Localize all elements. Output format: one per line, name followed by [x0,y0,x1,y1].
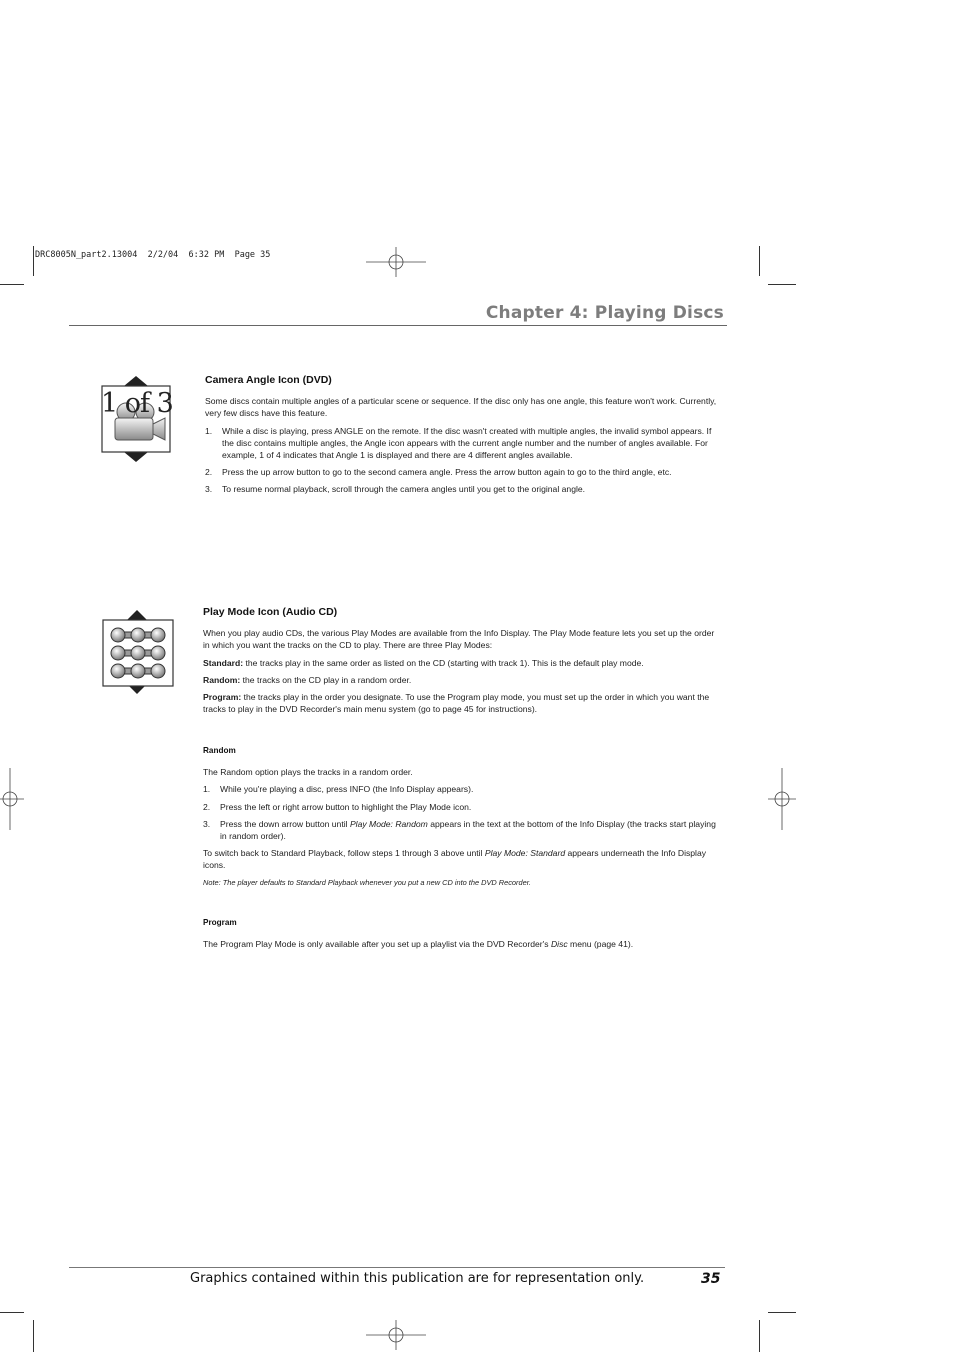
list-item: 2. Press the up arrow button to go to the second camera angle. Press the arrow button again to go to the third angle, etc. [205,467,672,478]
header-rule [69,325,727,326]
chapter-title: Chapter 4: Playing Discs [485,303,724,323]
random-note: Note: The player defaults to Standard Playback whenever you put a new CD into the DVD Recorder. [203,877,531,887]
play-mode-random: Random: the tracks on the CD play in a random order. [203,674,412,685]
list-item: 2. Press the left or right arrow button to highlight the Play Mode icon. [203,801,472,812]
print-slug: DRC8005N_part2.13004 2/2/04 6:32 PM Page 35 [35,250,271,260]
registration-mark-bottom [366,1320,426,1350]
random-intro: The Random option plays the tracks in a random order. [203,767,413,778]
play-mode-intro: When you play audio CDs, the various Play Modes are available from the Info Display. The Play Mode feature lets you set up the order in which you want the tracks on the CD to play. There are three Play Modes: [203,628,715,651]
crop-mark-tl-h [0,284,24,285]
camera-angle-icon [99,374,173,464]
play-mode-standard: Standard: the tracks play in the same order as listed on the CD (starting with track 1). This is the default play mode. [203,657,644,668]
crop-mark-bl-v [33,1320,34,1352]
list-item: 1. While you're playing a disc, press INFO (the Info Display appears). [203,784,474,795]
crop-mark-tr-v [759,246,760,276]
camera-angle-steps [205,425,721,496]
camera-angle-intro: Some discs contain multiple angles of a particular scene or sequence. If the disc only has one angle, this feature won't work. Currently, very few discs have this feature. [205,396,717,419]
crop-mark-tr-h [768,284,796,285]
camera-angle-heading: Camera Angle Icon (DVD) [205,374,332,386]
page-number: 35 [701,1271,721,1287]
crop-mark-tl-v [33,246,34,276]
program-section [203,917,721,955]
list-item: 3. To resume normal playback, scroll through the camera angles until you get to the original angle. [205,484,586,495]
program-heading: Program [203,918,237,927]
crop-mark-bl-h [0,1312,24,1313]
crop-mark-br-v [759,1320,760,1352]
list-item: 3. Press the down arrow button until Play Mode: Random appears in the text at the bottom of the Info Display (the tracks start playing in random order). [203,818,716,842]
footer-rule [69,1267,725,1268]
footer-disclaimer: Graphics contained within this publication are for representation only. [190,1271,645,1286]
registration-mark-left [0,768,24,830]
camera-angle-section [205,374,721,501]
play-mode-icon [101,608,175,696]
camera-angle-number: 1 of 3 [101,388,173,419]
play-mode-section [203,606,721,720]
registration-mark-top [366,247,426,277]
list-item: 1. While a disc is playing, press ANGLE on the remote. If the disc wasn't created with multiple angles, the invalid symbol appears. If the disc contains multiple angles, the Angle icon appears with the current angle number and the number of angles available. For example, 1 of 4 indicates that Angle 1 is displayed and there are 4 different angles available. [205,425,712,461]
random-switch-back: To switch back to Standard Playback, follow steps 1 through 3 above until Play Mode: Standard appears underneath the Info Display icons. [203,848,707,871]
play-mode-program: Program: the tracks play in the order you designate. To use the Program play mode, you must set up the order in which you want the tracks to play in the DVD Recorder's main menu system (go to page 45 for instructions). [203,692,710,715]
random-section [203,745,721,894]
registration-mark-right [768,768,796,830]
crop-mark-br-h [768,1312,796,1313]
play-mode-heading: Play Mode Icon (Audio CD) [203,606,338,618]
random-steps [203,783,721,842]
random-heading: Random [203,746,236,755]
program-text: The Program Play Mode is only available after you set up a playlist via the DVD Recorder's Disc menu (page 41). [203,939,634,950]
